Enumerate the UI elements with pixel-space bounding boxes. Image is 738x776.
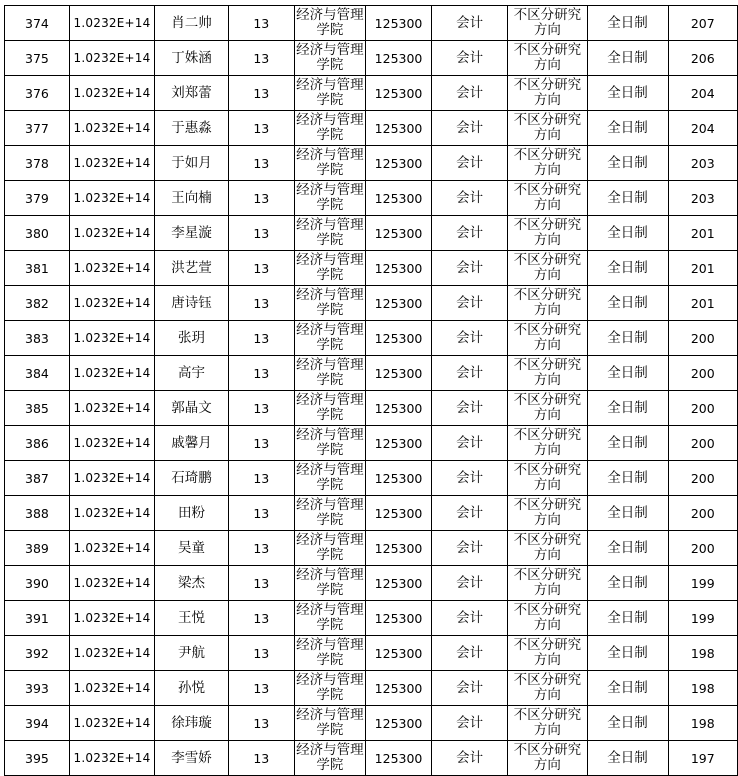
table-row [5, 741, 738, 776]
candidate-id-cell: 1.0232E+14 [69, 391, 154, 426]
name-cell: 王向楠 [155, 181, 229, 216]
name-cell: 郭晶文 [155, 391, 229, 426]
score-cell: 200 [668, 531, 738, 566]
candidate-id-cell: 1.0232E+14 [69, 181, 154, 216]
major-cell: 会计 [432, 636, 508, 671]
research-direction-cell: 不区分研究方向 [508, 391, 587, 426]
name-cell: 孙悦 [155, 671, 229, 706]
name-cell: 梁杰 [155, 566, 229, 601]
candidate-id-cell: 1.0232E+14 [69, 496, 154, 531]
candidate-id-cell: 1.0232E+14 [69, 111, 154, 146]
table-row [5, 41, 738, 76]
candidate-id-cell: 1.0232E+14 [69, 146, 154, 181]
rank-cell: 378 [5, 146, 70, 181]
category-code-cell: 13 [228, 671, 294, 706]
name-cell: 戚馨月 [155, 426, 229, 461]
name-cell: 肖二帅 [155, 6, 229, 41]
score-cell: 206 [668, 41, 738, 76]
name-cell: 丁姝涵 [155, 41, 229, 76]
category-code-cell: 13 [228, 286, 294, 321]
table-row [5, 461, 738, 496]
major-cell: 会计 [432, 321, 508, 356]
candidate-id-cell: 1.0232E+14 [69, 566, 154, 601]
score-cell: 199 [668, 601, 738, 636]
category-code-cell: 13 [228, 76, 294, 111]
category-code-cell: 13 [228, 6, 294, 41]
major-code-cell: 125300 [365, 146, 431, 181]
candidate-id-cell: 1.0232E+14 [69, 461, 154, 496]
major-code-cell: 125300 [365, 391, 431, 426]
category-code-cell: 13 [228, 391, 294, 426]
table-row [5, 496, 738, 531]
candidate-id-cell: 1.0232E+14 [69, 41, 154, 76]
candidate-id-cell: 1.0232E+14 [69, 6, 154, 41]
major-code-cell: 125300 [365, 496, 431, 531]
study-mode-cell: 全日制 [587, 41, 668, 76]
research-direction-cell: 不区分研究方向 [508, 216, 587, 251]
category-code-cell: 13 [228, 111, 294, 146]
research-direction-cell: 不区分研究方向 [508, 671, 587, 706]
category-code-cell: 13 [228, 741, 294, 776]
rank-cell: 377 [5, 111, 70, 146]
candidate-id-cell: 1.0232E+14 [69, 636, 154, 671]
study-mode-cell: 全日制 [587, 461, 668, 496]
rank-cell: 387 [5, 461, 70, 496]
name-cell: 张玥 [155, 321, 229, 356]
rank-cell: 390 [5, 566, 70, 601]
major-cell: 会计 [432, 181, 508, 216]
score-cell: 201 [668, 251, 738, 286]
major-cell: 会计 [432, 461, 508, 496]
score-cell: 207 [668, 6, 738, 41]
table-row [5, 286, 738, 321]
table-row [5, 601, 738, 636]
major-cell: 会计 [432, 41, 508, 76]
score-cell: 200 [668, 391, 738, 426]
rank-cell: 389 [5, 531, 70, 566]
study-mode-cell: 全日制 [587, 111, 668, 146]
study-mode-cell: 全日制 [587, 601, 668, 636]
study-mode-cell: 全日制 [587, 636, 668, 671]
department-cell: 经济与管理学院 [294, 741, 365, 776]
major-code-cell: 125300 [365, 566, 431, 601]
rank-cell: 376 [5, 76, 70, 111]
major-code-cell: 125300 [365, 216, 431, 251]
name-cell: 唐诗钰 [155, 286, 229, 321]
score-cell: 203 [668, 146, 738, 181]
rank-cell: 384 [5, 356, 70, 391]
category-code-cell: 13 [228, 356, 294, 391]
research-direction-cell: 不区分研究方向 [508, 706, 587, 741]
study-mode-cell: 全日制 [587, 391, 668, 426]
score-cell: 197 [668, 741, 738, 776]
department-cell: 经济与管理学院 [294, 251, 365, 286]
study-mode-cell: 全日制 [587, 6, 668, 41]
department-cell: 经济与管理学院 [294, 391, 365, 426]
score-cell: 200 [668, 356, 738, 391]
rank-cell: 392 [5, 636, 70, 671]
department-cell: 经济与管理学院 [294, 426, 365, 461]
department-cell: 经济与管理学院 [294, 636, 365, 671]
name-cell: 吴童 [155, 531, 229, 566]
table-row [5, 76, 738, 111]
research-direction-cell: 不区分研究方向 [508, 496, 587, 531]
research-direction-cell: 不区分研究方向 [508, 146, 587, 181]
score-cell: 200 [668, 461, 738, 496]
table-row [5, 146, 738, 181]
major-cell: 会计 [432, 251, 508, 286]
table-row [5, 216, 738, 251]
name-cell: 刘郑蕾 [155, 76, 229, 111]
table-row [5, 531, 738, 566]
study-mode-cell: 全日制 [587, 356, 668, 391]
research-direction-cell: 不区分研究方向 [508, 251, 587, 286]
major-code-cell: 125300 [365, 286, 431, 321]
category-code-cell: 13 [228, 321, 294, 356]
study-mode-cell: 全日制 [587, 741, 668, 776]
major-cell: 会计 [432, 531, 508, 566]
research-direction-cell: 不区分研究方向 [508, 461, 587, 496]
rank-cell: 393 [5, 671, 70, 706]
score-cell: 204 [668, 76, 738, 111]
study-mode-cell: 全日制 [587, 216, 668, 251]
category-code-cell: 13 [228, 636, 294, 671]
research-direction-cell: 不区分研究方向 [508, 741, 587, 776]
major-cell: 会计 [432, 356, 508, 391]
major-code-cell: 125300 [365, 426, 431, 461]
rank-cell: 394 [5, 706, 70, 741]
department-cell: 经济与管理学院 [294, 461, 365, 496]
major-code-cell: 125300 [365, 706, 431, 741]
candidate-id-cell: 1.0232E+14 [69, 426, 154, 461]
research-direction-cell: 不区分研究方向 [508, 181, 587, 216]
major-cell: 会计 [432, 6, 508, 41]
department-cell: 经济与管理学院 [294, 111, 365, 146]
category-code-cell: 13 [228, 531, 294, 566]
candidate-id-cell: 1.0232E+14 [69, 76, 154, 111]
major-cell: 会计 [432, 216, 508, 251]
candidate-id-cell: 1.0232E+14 [69, 286, 154, 321]
category-code-cell: 13 [228, 496, 294, 531]
category-code-cell: 13 [228, 216, 294, 251]
name-cell: 田粉 [155, 496, 229, 531]
rank-cell: 386 [5, 426, 70, 461]
name-cell: 于如月 [155, 146, 229, 181]
table-row [5, 636, 738, 671]
major-cell: 会计 [432, 566, 508, 601]
table-row [5, 391, 738, 426]
rank-cell: 391 [5, 601, 70, 636]
category-code-cell: 13 [228, 706, 294, 741]
category-code-cell: 13 [228, 426, 294, 461]
department-cell: 经济与管理学院 [294, 216, 365, 251]
research-direction-cell: 不区分研究方向 [508, 286, 587, 321]
table-row [5, 706, 738, 741]
candidate-id-cell: 1.0232E+14 [69, 601, 154, 636]
major-code-cell: 125300 [365, 6, 431, 41]
score-cell: 200 [668, 321, 738, 356]
department-cell: 经济与管理学院 [294, 146, 365, 181]
research-direction-cell: 不区分研究方向 [508, 566, 587, 601]
major-code-cell: 125300 [365, 111, 431, 146]
table-row [5, 6, 738, 41]
rank-cell: 383 [5, 321, 70, 356]
score-cell: 200 [668, 426, 738, 461]
rank-cell: 385 [5, 391, 70, 426]
study-mode-cell: 全日制 [587, 671, 668, 706]
study-mode-cell: 全日制 [587, 251, 668, 286]
score-cell: 198 [668, 706, 738, 741]
score-cell: 201 [668, 216, 738, 251]
department-cell: 经济与管理学院 [294, 181, 365, 216]
name-cell: 石琦鹏 [155, 461, 229, 496]
score-cell: 198 [668, 636, 738, 671]
score-cell: 203 [668, 181, 738, 216]
department-cell: 经济与管理学院 [294, 76, 365, 111]
name-cell: 于惠淼 [155, 111, 229, 146]
category-code-cell: 13 [228, 251, 294, 286]
department-cell: 经济与管理学院 [294, 356, 365, 391]
candidate-id-cell: 1.0232E+14 [69, 356, 154, 391]
study-mode-cell: 全日制 [587, 181, 668, 216]
table-row [5, 671, 738, 706]
rank-cell: 380 [5, 216, 70, 251]
department-cell: 经济与管理学院 [294, 671, 365, 706]
category-code-cell: 13 [228, 41, 294, 76]
table-body [5, 6, 738, 776]
category-code-cell: 13 [228, 601, 294, 636]
candidate-id-cell: 1.0232E+14 [69, 216, 154, 251]
name-cell: 高宇 [155, 356, 229, 391]
department-cell: 经济与管理学院 [294, 321, 365, 356]
major-code-cell: 125300 [365, 741, 431, 776]
major-code-cell: 125300 [365, 356, 431, 391]
major-cell: 会计 [432, 146, 508, 181]
major-cell: 会计 [432, 601, 508, 636]
major-code-cell: 125300 [365, 671, 431, 706]
major-cell: 会计 [432, 496, 508, 531]
major-cell: 会计 [432, 391, 508, 426]
major-cell: 会计 [432, 706, 508, 741]
major-cell: 会计 [432, 426, 508, 461]
table-row [5, 321, 738, 356]
category-code-cell: 13 [228, 181, 294, 216]
study-mode-cell: 全日制 [587, 426, 668, 461]
candidate-id-cell: 1.0232E+14 [69, 531, 154, 566]
department-cell: 经济与管理学院 [294, 286, 365, 321]
study-mode-cell: 全日制 [587, 566, 668, 601]
candidate-id-cell: 1.0232E+14 [69, 251, 154, 286]
score-cell: 201 [668, 286, 738, 321]
department-cell: 经济与管理学院 [294, 41, 365, 76]
department-cell: 经济与管理学院 [294, 566, 365, 601]
department-cell: 经济与管理学院 [294, 496, 365, 531]
research-direction-cell: 不区分研究方向 [508, 636, 587, 671]
name-cell: 徐玮璇 [155, 706, 229, 741]
table-row [5, 426, 738, 461]
major-cell: 会计 [432, 671, 508, 706]
candidate-id-cell: 1.0232E+14 [69, 671, 154, 706]
rank-cell: 382 [5, 286, 70, 321]
department-cell: 经济与管理学院 [294, 531, 365, 566]
name-cell: 李星漩 [155, 216, 229, 251]
research-direction-cell: 不区分研究方向 [508, 356, 587, 391]
research-direction-cell: 不区分研究方向 [508, 321, 587, 356]
study-mode-cell: 全日制 [587, 146, 668, 181]
rank-cell: 379 [5, 181, 70, 216]
major-cell: 会计 [432, 111, 508, 146]
rank-cell: 388 [5, 496, 70, 531]
research-direction-cell: 不区分研究方向 [508, 531, 587, 566]
study-mode-cell: 全日制 [587, 286, 668, 321]
table-row [5, 356, 738, 391]
candidate-id-cell: 1.0232E+14 [69, 321, 154, 356]
major-code-cell: 125300 [365, 461, 431, 496]
major-cell: 会计 [432, 286, 508, 321]
research-direction-cell: 不区分研究方向 [508, 41, 587, 76]
score-cell: 198 [668, 671, 738, 706]
name-cell: 王悦 [155, 601, 229, 636]
category-code-cell: 13 [228, 146, 294, 181]
department-cell: 经济与管理学院 [294, 601, 365, 636]
research-direction-cell: 不区分研究方向 [508, 426, 587, 461]
score-cell: 204 [668, 111, 738, 146]
candidate-id-cell: 1.0232E+14 [69, 741, 154, 776]
name-cell: 李雪娇 [155, 741, 229, 776]
major-code-cell: 125300 [365, 41, 431, 76]
major-code-cell: 125300 [365, 181, 431, 216]
department-cell: 经济与管理学院 [294, 6, 365, 41]
major-cell: 会计 [432, 76, 508, 111]
study-mode-cell: 全日制 [587, 496, 668, 531]
rank-cell: 381 [5, 251, 70, 286]
study-mode-cell: 全日制 [587, 531, 668, 566]
score-cell: 200 [668, 496, 738, 531]
table-row [5, 111, 738, 146]
major-code-cell: 125300 [365, 321, 431, 356]
study-mode-cell: 全日制 [587, 321, 668, 356]
study-mode-cell: 全日制 [587, 76, 668, 111]
major-cell: 会计 [432, 741, 508, 776]
research-direction-cell: 不区分研究方向 [508, 76, 587, 111]
name-cell: 洪艺萱 [155, 251, 229, 286]
table-row [5, 251, 738, 286]
research-direction-cell: 不区分研究方向 [508, 601, 587, 636]
ranking-table [4, 5, 738, 776]
name-cell: 尹航 [155, 636, 229, 671]
category-code-cell: 13 [228, 461, 294, 496]
rank-cell: 375 [5, 41, 70, 76]
table-row [5, 181, 738, 216]
department-cell: 经济与管理学院 [294, 706, 365, 741]
major-code-cell: 125300 [365, 251, 431, 286]
major-code-cell: 125300 [365, 76, 431, 111]
major-code-cell: 125300 [365, 531, 431, 566]
major-code-cell: 125300 [365, 601, 431, 636]
study-mode-cell: 全日制 [587, 706, 668, 741]
rank-cell: 395 [5, 741, 70, 776]
research-direction-cell: 不区分研究方向 [508, 111, 587, 146]
table-row [5, 566, 738, 601]
score-cell: 199 [668, 566, 738, 601]
candidate-id-cell: 1.0232E+14 [69, 706, 154, 741]
rank-cell: 374 [5, 6, 70, 41]
category-code-cell: 13 [228, 566, 294, 601]
research-direction-cell: 不区分研究方向 [508, 6, 587, 41]
major-code-cell: 125300 [365, 636, 431, 671]
